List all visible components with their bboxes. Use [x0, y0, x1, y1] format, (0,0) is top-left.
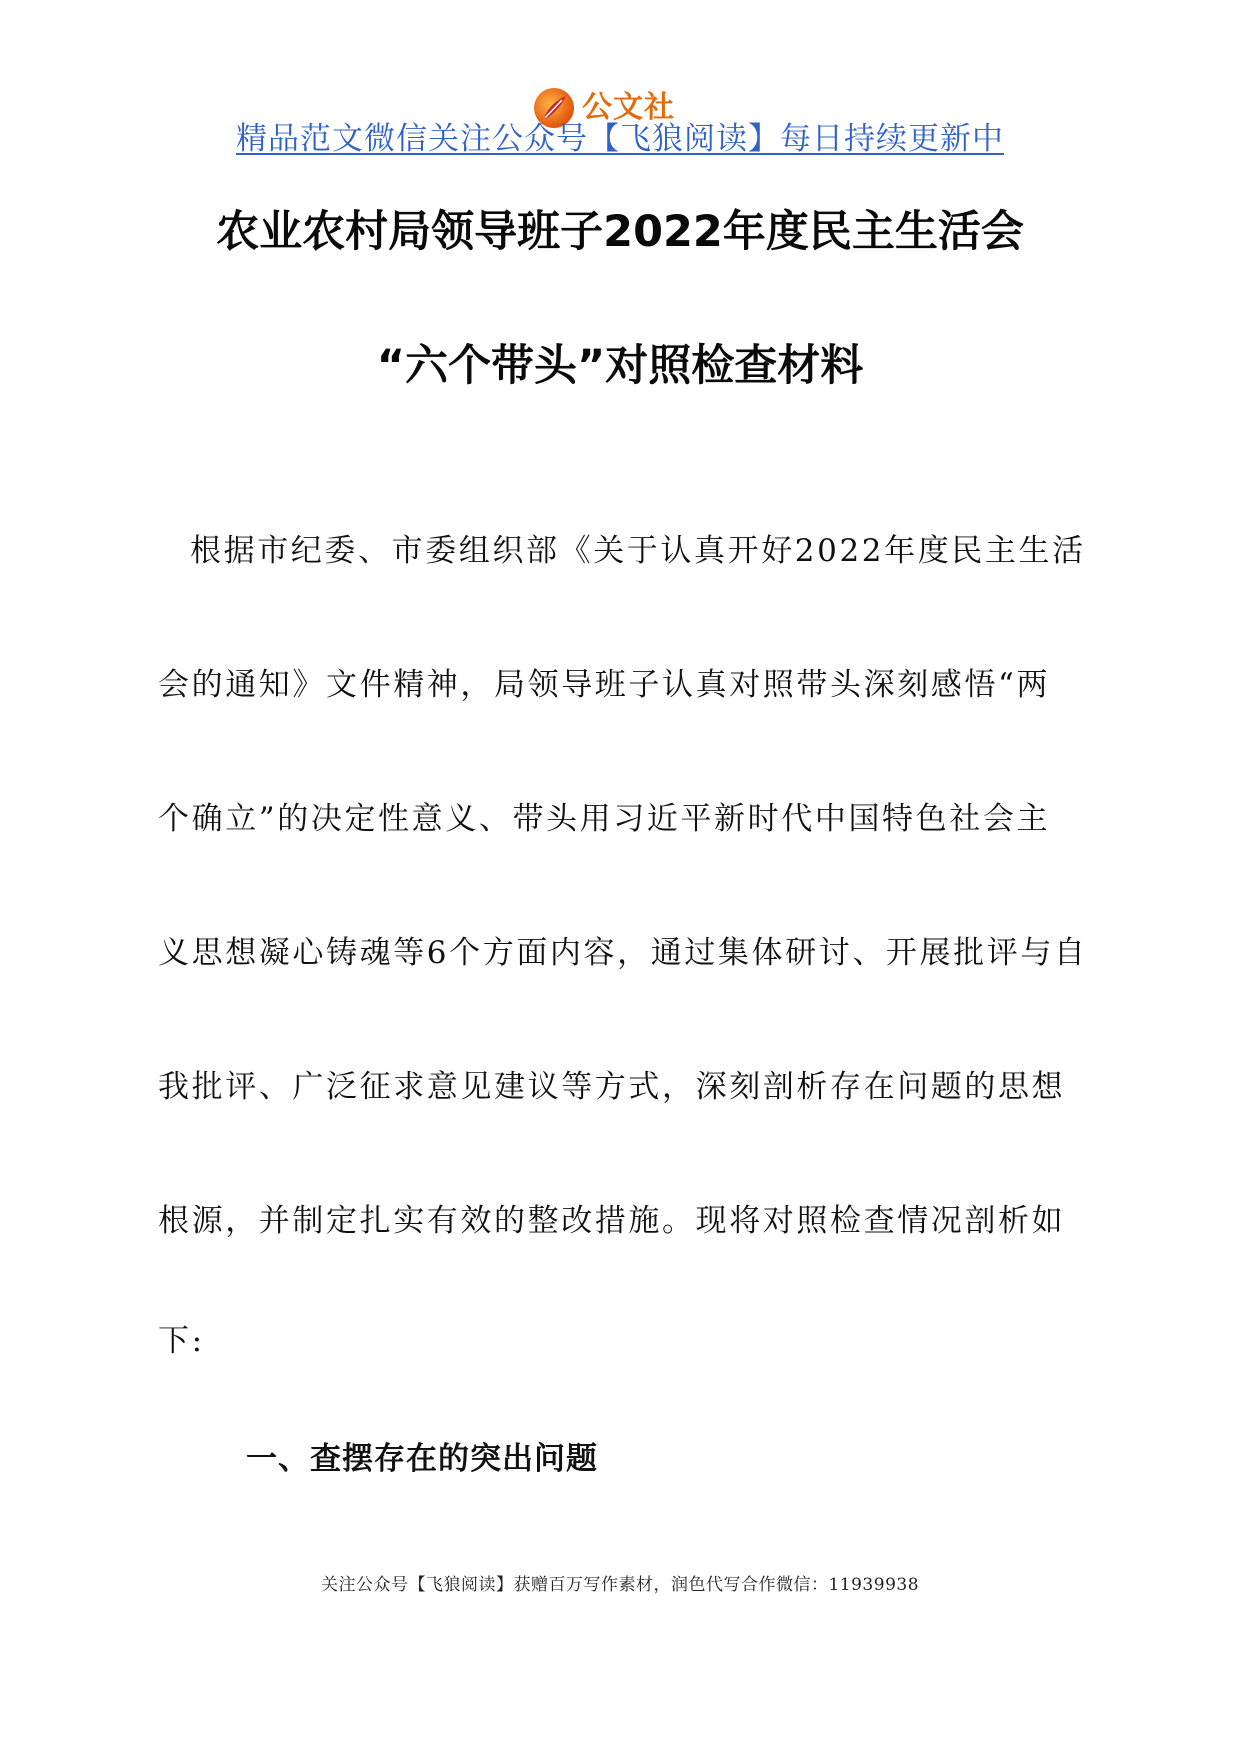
paragraph-line: 根据市纪委、市委组织部《关于认真开好2022年度民主生活	[190, 533, 1086, 569]
document-title-line-2: “六个带头”对照检查材料	[376, 341, 864, 391]
paragraph-line: 会的通知》文件精神，局领导班子认真对照带头深刻感悟“两	[158, 667, 1051, 703]
page-footer: 关注公众号【飞狼阅读】获赠百万写作素材，润色代写合作微信：11939938	[320, 1575, 920, 1595]
section-heading: 一、查摆存在的突出问题	[246, 1441, 598, 1477]
promo-link[interactable]: 精品范文微信关注公众号【飞狼阅读】每日持续更新中	[236, 121, 1004, 157]
logo-text: 公文社	[582, 90, 675, 125]
document-title-line-1: 农业农村局领导班子2022年度民主生活会	[216, 207, 1024, 257]
paragraph-line: 下:	[158, 1323, 205, 1359]
paragraph-line: 根源，并制定扎实有效的整改措施。现将对照检查情况剖析如	[158, 1203, 1066, 1239]
paragraph-line: 我批评、广泛征求意见建议等方式，深刻剖析存在问题的思想	[158, 1069, 1066, 1105]
paragraph-line: 个确立”的决定性意义、带头用习近平新时代中国特色社会主	[158, 801, 1051, 837]
paragraph-line: 义思想凝心铸魂等6个方面内容，通过集体研讨、开展批评与自	[158, 935, 1088, 971]
